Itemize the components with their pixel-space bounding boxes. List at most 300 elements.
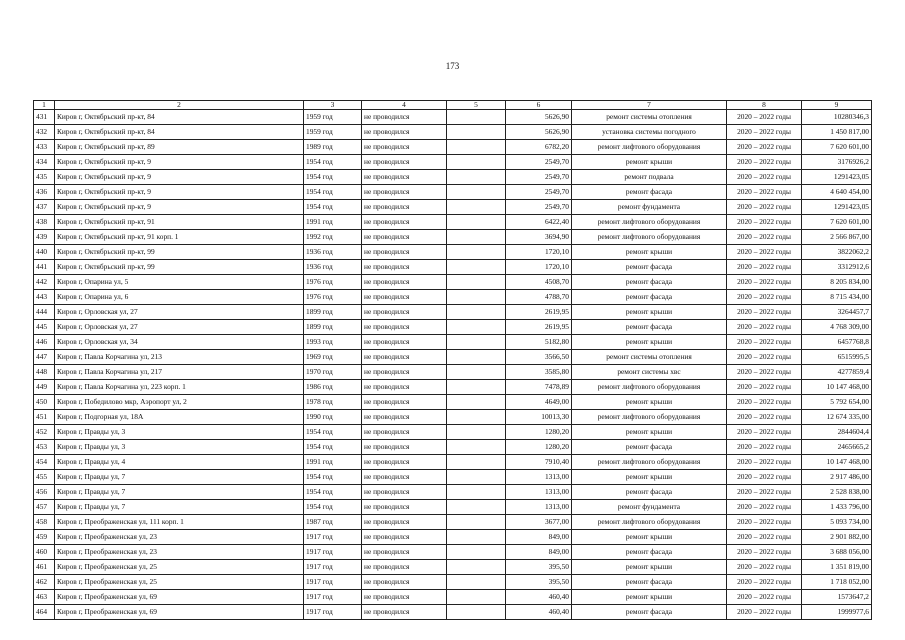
period-cell: 2020 – 2022 годы (727, 230, 802, 245)
row-number-cell: 459 (34, 530, 55, 545)
table-row (34, 530, 872, 545)
build-year-cell: 1936 год (304, 260, 362, 275)
address-cell: Киров г, Правды ул, 7 (55, 500, 304, 515)
build-year-cell: 1976 год (304, 275, 362, 290)
period-cell: 2020 – 2022 годы (727, 350, 802, 365)
area-cell: 1720,10 (506, 245, 572, 260)
row-number-cell: 432 (34, 125, 55, 140)
column-header: 1 (34, 101, 55, 110)
cost-cell: 2 901 882,00 (802, 530, 872, 545)
address-cell: Киров г, Преображенская ул, 25 (55, 575, 304, 590)
table-row (34, 365, 872, 380)
survey-status-cell: не проводился (362, 260, 447, 275)
survey-status-cell: не проводился (362, 545, 447, 560)
table-row (34, 380, 872, 395)
work-type-cell: ремонт фасада (572, 545, 727, 560)
build-year-cell: 1917 год (304, 560, 362, 575)
empty-cell (447, 545, 506, 560)
work-type-cell: установка системы погодного (572, 125, 727, 140)
period-cell: 2020 – 2022 годы (727, 560, 802, 575)
row-number-cell: 438 (34, 215, 55, 230)
address-cell: Киров г, Октябрьский пр-кт, 99 (55, 260, 304, 275)
work-type-cell: ремонт системы отопления (572, 350, 727, 365)
column-number-row (34, 101, 872, 110)
work-type-cell: ремонт лифтового оборудования (572, 455, 727, 470)
survey-status-cell: не проводился (362, 605, 447, 620)
area-cell: 849,00 (506, 545, 572, 560)
period-cell: 2020 – 2022 годы (727, 290, 802, 305)
period-cell: 2020 – 2022 годы (727, 125, 802, 140)
build-year-cell: 1991 год (304, 455, 362, 470)
survey-status-cell: не проводился (362, 515, 447, 530)
build-year-cell: 1954 год (304, 185, 362, 200)
row-number-cell: 444 (34, 305, 55, 320)
address-cell: Киров г, Октябрьский пр-кт, 9 (55, 200, 304, 215)
work-type-cell: ремонт лифтового оборудования (572, 215, 727, 230)
build-year-cell: 1976 год (304, 290, 362, 305)
period-cell: 2020 – 2022 годы (727, 590, 802, 605)
table-row (34, 500, 872, 515)
build-year-cell: 1992 год (304, 230, 362, 245)
period-cell: 2020 – 2022 годы (727, 260, 802, 275)
survey-status-cell: не проводился (362, 440, 447, 455)
survey-status-cell: не проводился (362, 470, 447, 485)
area-cell: 1313,00 (506, 470, 572, 485)
address-cell: Киров г, Павла Корчагина ул, 223 корп. 1 (55, 380, 304, 395)
cost-cell: 3176926,2 (802, 155, 872, 170)
area-cell: 3585,80 (506, 365, 572, 380)
table-row (34, 110, 872, 125)
build-year-cell: 1954 год (304, 200, 362, 215)
period-cell: 2020 – 2022 годы (727, 215, 802, 230)
address-cell: Киров г, Правды ул, 7 (55, 470, 304, 485)
column-header: 6 (506, 101, 572, 110)
build-year-cell: 1917 год (304, 590, 362, 605)
column-header: 7 (572, 101, 727, 110)
empty-cell (447, 275, 506, 290)
column-header: 8 (727, 101, 802, 110)
address-cell: Киров г, Орловская ул, 34 (55, 335, 304, 350)
survey-status-cell: не проводился (362, 350, 447, 365)
cost-cell: 1 351 819,00 (802, 560, 872, 575)
address-cell: Киров г, Преображенская ул, 23 (55, 530, 304, 545)
empty-cell (447, 530, 506, 545)
cost-cell: 3312912,6 (802, 260, 872, 275)
empty-cell (447, 230, 506, 245)
table-row (34, 260, 872, 275)
empty-cell (447, 575, 506, 590)
survey-status-cell: не проводился (362, 485, 447, 500)
area-cell: 849,00 (506, 530, 572, 545)
empty-cell (447, 200, 506, 215)
work-type-cell: ремонт фасада (572, 290, 727, 305)
survey-status-cell: не проводился (362, 200, 447, 215)
empty-cell (447, 320, 506, 335)
table-row (34, 590, 872, 605)
cost-cell: 4 640 454,00 (802, 185, 872, 200)
row-number-cell: 455 (34, 470, 55, 485)
empty-cell (447, 425, 506, 440)
address-cell: Киров г, Октябрьский пр-кт, 91 (55, 215, 304, 230)
empty-cell (447, 290, 506, 305)
table-row (34, 455, 872, 470)
cost-cell: 6515995,5 (802, 350, 872, 365)
area-cell: 3566,50 (506, 350, 572, 365)
table-row (34, 170, 872, 185)
period-cell: 2020 – 2022 годы (727, 275, 802, 290)
build-year-cell: 1954 год (304, 485, 362, 500)
table-row (34, 155, 872, 170)
work-type-cell: ремонт лифтового оборудования (572, 410, 727, 425)
empty-cell (447, 560, 506, 575)
row-number-cell: 446 (34, 335, 55, 350)
build-year-cell: 1993 год (304, 335, 362, 350)
row-number-cell: 456 (34, 485, 55, 500)
period-cell: 2020 – 2022 годы (727, 575, 802, 590)
build-year-cell: 1959 год (304, 110, 362, 125)
period-cell: 2020 – 2022 годы (727, 185, 802, 200)
row-number-cell: 457 (34, 500, 55, 515)
area-cell: 1720,10 (506, 260, 572, 275)
cost-cell: 1 433 796,00 (802, 500, 872, 515)
survey-status-cell: не проводился (362, 125, 447, 140)
period-cell: 2020 – 2022 годы (727, 200, 802, 215)
work-type-cell: ремонт фасада (572, 485, 727, 500)
row-number-cell: 448 (34, 365, 55, 380)
table-row (34, 515, 872, 530)
table-body (34, 110, 872, 620)
survey-status-cell: не проводился (362, 575, 447, 590)
area-cell: 5626,90 (506, 125, 572, 140)
period-cell: 2020 – 2022 годы (727, 245, 802, 260)
cost-cell: 1999977,6 (802, 605, 872, 620)
cost-cell: 8 715 434,00 (802, 290, 872, 305)
survey-status-cell: не проводился (362, 230, 447, 245)
row-number-cell: 453 (34, 440, 55, 455)
row-number-cell: 461 (34, 560, 55, 575)
work-type-cell: ремонт крыши (572, 245, 727, 260)
table-row (34, 215, 872, 230)
survey-status-cell: не проводился (362, 410, 447, 425)
address-cell: Киров г, Орловская ул, 27 (55, 320, 304, 335)
area-cell: 6782,20 (506, 140, 572, 155)
column-header: 5 (447, 101, 506, 110)
work-type-cell: ремонт фасада (572, 605, 727, 620)
survey-status-cell: не проводился (362, 560, 447, 575)
build-year-cell: 1989 год (304, 140, 362, 155)
row-number-cell: 464 (34, 605, 55, 620)
area-cell: 7910,40 (506, 455, 572, 470)
survey-status-cell: не проводился (362, 290, 447, 305)
area-cell: 1280,20 (506, 440, 572, 455)
area-cell: 2549,70 (506, 170, 572, 185)
table-row (34, 320, 872, 335)
survey-status-cell: не проводился (362, 335, 447, 350)
table-row (34, 185, 872, 200)
empty-cell (447, 260, 506, 275)
period-cell: 2020 – 2022 годы (727, 335, 802, 350)
survey-status-cell: не проводился (362, 455, 447, 470)
build-year-cell: 1959 год (304, 125, 362, 140)
work-type-cell: ремонт лифтового оборудования (572, 380, 727, 395)
table-row (34, 575, 872, 590)
area-cell: 10013,30 (506, 410, 572, 425)
empty-cell (447, 455, 506, 470)
period-cell: 2020 – 2022 годы (727, 605, 802, 620)
work-type-cell: ремонт крыши (572, 305, 727, 320)
address-cell: Киров г, Октябрьский пр-кт, 9 (55, 155, 304, 170)
repair-program-table (33, 100, 872, 620)
area-cell: 6422,40 (506, 215, 572, 230)
period-cell: 2020 – 2022 годы (727, 440, 802, 455)
build-year-cell: 1954 год (304, 425, 362, 440)
address-cell: Киров г, Октябрьский пр-кт, 84 (55, 110, 304, 125)
period-cell: 2020 – 2022 годы (727, 110, 802, 125)
table-row (34, 605, 872, 620)
address-cell: Киров г, Преображенская ул, 69 (55, 605, 304, 620)
table-row (34, 545, 872, 560)
build-year-cell: 1991 год (304, 215, 362, 230)
build-year-cell: 1954 год (304, 440, 362, 455)
work-type-cell: ремонт лифтового оборудования (572, 515, 727, 530)
period-cell: 2020 – 2022 годы (727, 410, 802, 425)
row-number-cell: 454 (34, 455, 55, 470)
area-cell: 395,50 (506, 560, 572, 575)
column-header: 9 (802, 101, 872, 110)
work-type-cell: ремонт системы хвс (572, 365, 727, 380)
work-type-cell: ремонт крыши (572, 335, 727, 350)
cost-cell: 2 917 486,00 (802, 470, 872, 485)
column-header: 4 (362, 101, 447, 110)
address-cell: Киров г, Подгорная ул, 18А (55, 410, 304, 425)
empty-cell (447, 170, 506, 185)
cost-cell: 2 528 838,00 (802, 485, 872, 500)
address-cell: Киров г, Преображенская ул, 23 (55, 545, 304, 560)
work-type-cell: ремонт крыши (572, 590, 727, 605)
build-year-cell: 1986 год (304, 380, 362, 395)
build-year-cell: 1954 год (304, 470, 362, 485)
area-cell: 1313,00 (506, 485, 572, 500)
row-number-cell: 463 (34, 590, 55, 605)
survey-status-cell: не проводился (362, 380, 447, 395)
work-type-cell: ремонт лифтового оборудования (572, 140, 727, 155)
table-row (34, 140, 872, 155)
work-type-cell: ремонт крыши (572, 470, 727, 485)
address-cell: Киров г, Правды ул, 3 (55, 440, 304, 455)
address-cell: Киров г, Правды ул, 3 (55, 425, 304, 440)
address-cell: Киров г, Правды ул, 7 (55, 485, 304, 500)
row-number-cell: 458 (34, 515, 55, 530)
empty-cell (447, 125, 506, 140)
survey-status-cell: не проводился (362, 185, 447, 200)
period-cell: 2020 – 2022 годы (727, 455, 802, 470)
work-type-cell: ремонт фасада (572, 320, 727, 335)
empty-cell (447, 590, 506, 605)
area-cell: 2619,95 (506, 320, 572, 335)
survey-status-cell: не проводился (362, 530, 447, 545)
build-year-cell: 1987 год (304, 515, 362, 530)
row-number-cell: 450 (34, 395, 55, 410)
area-cell: 5626,90 (506, 110, 572, 125)
empty-cell (447, 305, 506, 320)
cost-cell: 10280346,3 (802, 110, 872, 125)
area-cell: 5182,80 (506, 335, 572, 350)
work-type-cell: ремонт лифтового оборудования (572, 230, 727, 245)
survey-status-cell: не проводился (362, 500, 447, 515)
area-cell: 460,40 (506, 590, 572, 605)
address-cell: Киров г, Опарина ул, 5 (55, 275, 304, 290)
cost-cell: 1291423,05 (802, 170, 872, 185)
work-type-cell: ремонт фасада (572, 260, 727, 275)
row-number-cell: 460 (34, 545, 55, 560)
table-row (34, 275, 872, 290)
build-year-cell: 1917 год (304, 545, 362, 560)
empty-cell (447, 380, 506, 395)
cost-cell: 7 620 601,00 (802, 140, 872, 155)
cost-cell: 1573647,2 (802, 590, 872, 605)
row-number-cell: 449 (34, 380, 55, 395)
cost-cell: 4277859,4 (802, 365, 872, 380)
row-number-cell: 443 (34, 290, 55, 305)
build-year-cell: 1917 год (304, 530, 362, 545)
empty-cell (447, 470, 506, 485)
work-type-cell: ремонт фундамента (572, 200, 727, 215)
row-number-cell: 452 (34, 425, 55, 440)
address-cell: Киров г, Преображенская ул, 25 (55, 560, 304, 575)
empty-cell (447, 155, 506, 170)
address-cell: Киров г, Октябрьский пр-кт, 9 (55, 185, 304, 200)
cost-cell: 2844604,4 (802, 425, 872, 440)
build-year-cell: 1978 год (304, 395, 362, 410)
build-year-cell: 1969 год (304, 350, 362, 365)
cost-cell: 2465665,2 (802, 440, 872, 455)
address-cell: Киров г, Павла Корчагина ул, 213 (55, 350, 304, 365)
period-cell: 2020 – 2022 годы (727, 305, 802, 320)
work-type-cell: ремонт крыши (572, 395, 727, 410)
table-row (34, 245, 872, 260)
row-number-cell: 451 (34, 410, 55, 425)
area-cell: 1280,20 (506, 425, 572, 440)
table-row (34, 335, 872, 350)
cost-cell: 6457768,8 (802, 335, 872, 350)
empty-cell (447, 440, 506, 455)
survey-status-cell: не проводился (362, 245, 447, 260)
period-cell: 2020 – 2022 годы (727, 155, 802, 170)
build-year-cell: 1899 год (304, 305, 362, 320)
cost-cell: 3264457,7 (802, 305, 872, 320)
survey-status-cell: не проводился (362, 110, 447, 125)
period-cell: 2020 – 2022 годы (727, 380, 802, 395)
row-number-cell: 447 (34, 350, 55, 365)
build-year-cell: 1936 год (304, 245, 362, 260)
table-row (34, 410, 872, 425)
address-cell: Киров г, Октябрьский пр-кт, 89 (55, 140, 304, 155)
area-cell: 2619,95 (506, 305, 572, 320)
area-cell: 4649,00 (506, 395, 572, 410)
area-cell: 2549,70 (506, 185, 572, 200)
build-year-cell: 1990 год (304, 410, 362, 425)
address-cell: Киров г, Октябрьский пр-кт, 9 (55, 170, 304, 185)
build-year-cell: 1954 год (304, 170, 362, 185)
work-type-cell: ремонт подвала (572, 170, 727, 185)
row-number-cell: 442 (34, 275, 55, 290)
period-cell: 2020 – 2022 годы (727, 545, 802, 560)
cost-cell: 1 450 817,00 (802, 125, 872, 140)
build-year-cell: 1917 год (304, 605, 362, 620)
address-cell: Киров г, Орловская ул, 27 (55, 305, 304, 320)
table-row (34, 485, 872, 500)
empty-cell (447, 110, 506, 125)
period-cell: 2020 – 2022 годы (727, 320, 802, 335)
cost-cell: 2 566 867,00 (802, 230, 872, 245)
empty-cell (447, 410, 506, 425)
survey-status-cell: не проводился (362, 320, 447, 335)
survey-status-cell: не проводился (362, 305, 447, 320)
empty-cell (447, 485, 506, 500)
table-row (34, 290, 872, 305)
area-cell: 1313,00 (506, 500, 572, 515)
table-row (34, 395, 872, 410)
empty-cell (447, 365, 506, 380)
empty-cell (447, 500, 506, 515)
survey-status-cell: не проводился (362, 275, 447, 290)
survey-status-cell: не проводился (362, 395, 447, 410)
cost-cell: 5 093 734,00 (802, 515, 872, 530)
empty-cell (447, 185, 506, 200)
area-cell: 2549,70 (506, 155, 572, 170)
column-header: 2 (55, 101, 304, 110)
row-number-cell: 436 (34, 185, 55, 200)
cost-cell: 5 792 654,00 (802, 395, 872, 410)
row-number-cell: 439 (34, 230, 55, 245)
address-cell: Киров г, Павла Корчагина ул, 217 (55, 365, 304, 380)
empty-cell (447, 350, 506, 365)
cost-cell: 1 718 052,00 (802, 575, 872, 590)
survey-status-cell: не проводился (362, 140, 447, 155)
work-type-cell: ремонт крыши (572, 425, 727, 440)
work-type-cell: ремонт крыши (572, 530, 727, 545)
row-number-cell: 435 (34, 170, 55, 185)
cost-cell: 4 768 309,00 (802, 320, 872, 335)
build-year-cell: 1954 год (304, 155, 362, 170)
table-row (34, 230, 872, 245)
period-cell: 2020 – 2022 годы (727, 500, 802, 515)
column-header: 3 (304, 101, 362, 110)
empty-cell (447, 245, 506, 260)
work-type-cell: ремонт фасада (572, 440, 727, 455)
area-cell: 395,50 (506, 575, 572, 590)
empty-cell (447, 515, 506, 530)
row-number-cell: 441 (34, 260, 55, 275)
work-type-cell: ремонт системы отопления (572, 110, 727, 125)
row-number-cell: 440 (34, 245, 55, 260)
survey-status-cell: не проводился (362, 425, 447, 440)
row-number-cell: 431 (34, 110, 55, 125)
empty-cell (447, 335, 506, 350)
area-cell: 4508,70 (506, 275, 572, 290)
work-type-cell: ремонт фасада (572, 185, 727, 200)
period-cell: 2020 – 2022 годы (727, 515, 802, 530)
period-cell: 2020 – 2022 годы (727, 140, 802, 155)
table-row (34, 200, 872, 215)
period-cell: 2020 – 2022 годы (727, 470, 802, 485)
area-cell: 7478,89 (506, 380, 572, 395)
table-row (34, 125, 872, 140)
empty-cell (447, 140, 506, 155)
address-cell: Киров г, Правды ул, 4 (55, 455, 304, 470)
build-year-cell: 1899 год (304, 320, 362, 335)
address-cell: Киров г, Опарина ул, 6 (55, 290, 304, 305)
